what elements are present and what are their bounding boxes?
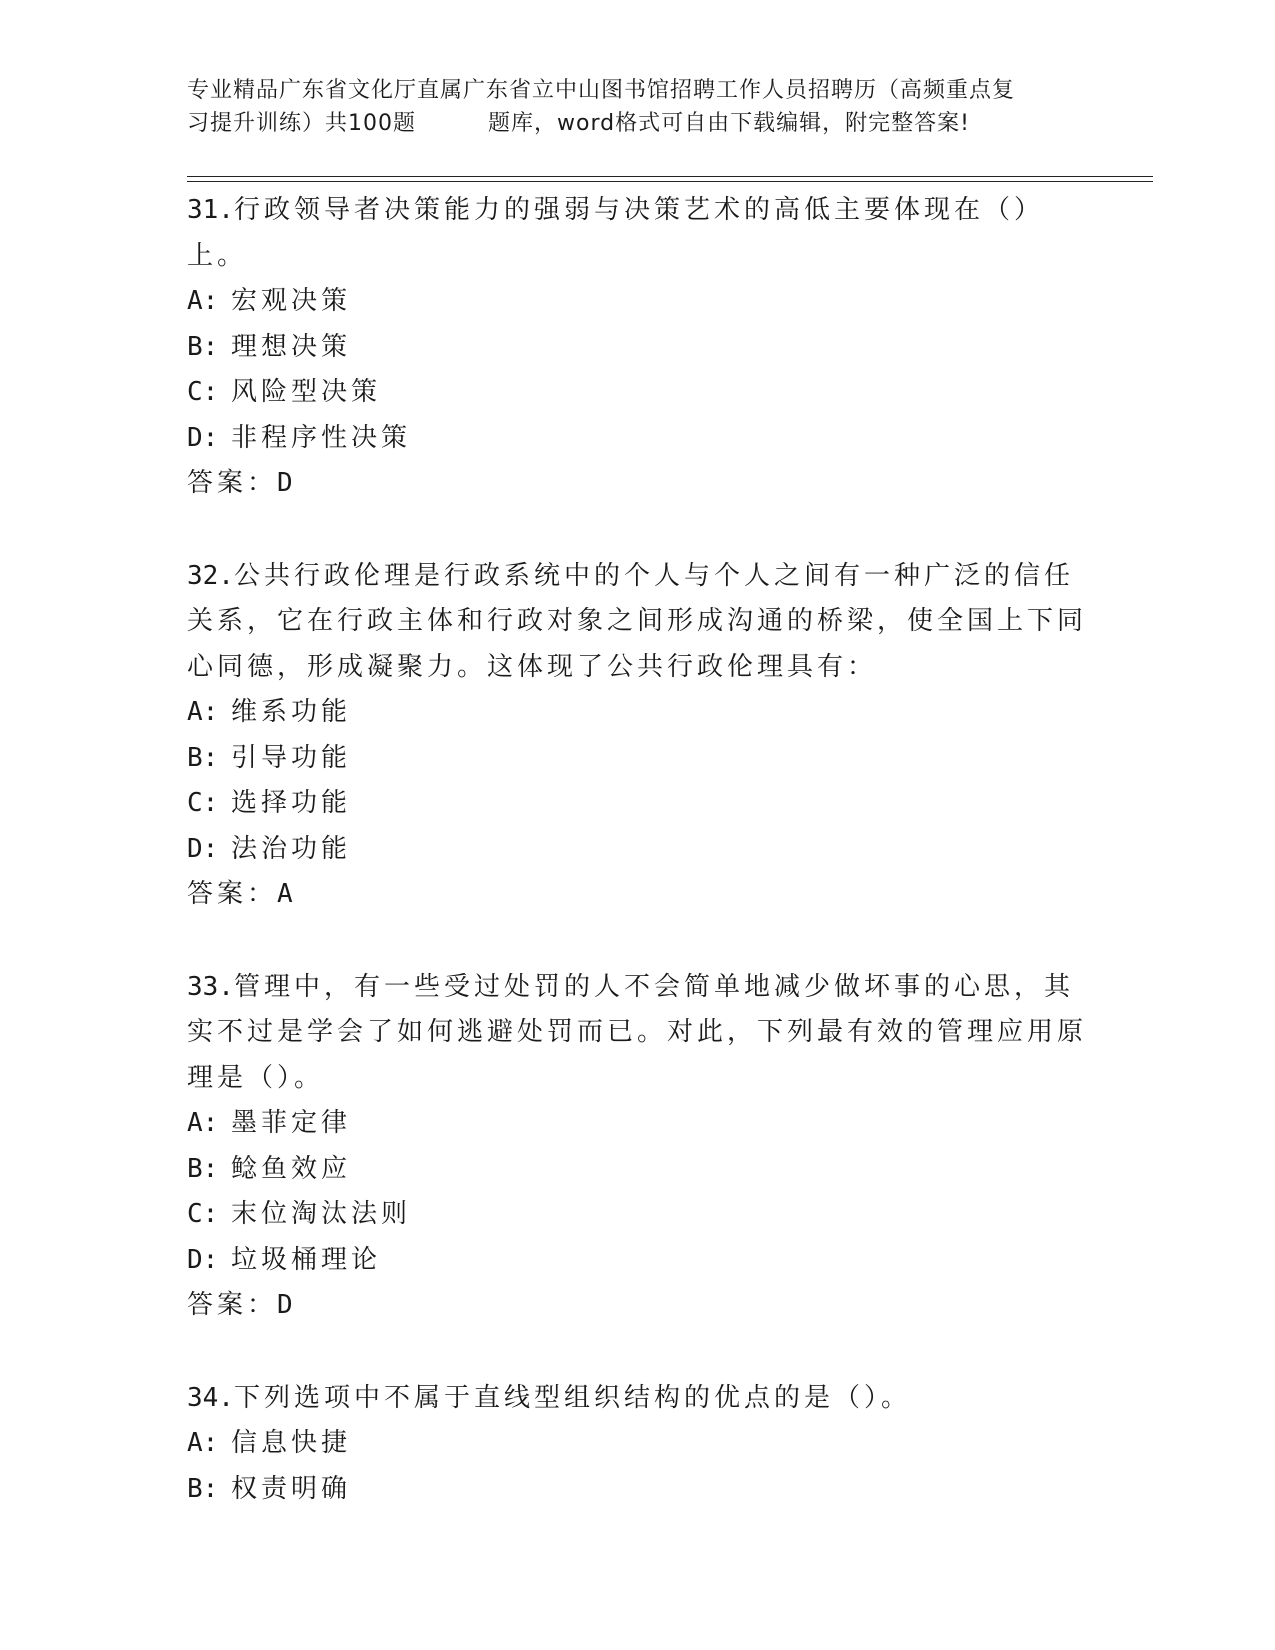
answer-label: 答案：: [187, 879, 278, 909]
option-letter: B:: [187, 1153, 219, 1184]
question-number: 32.: [187, 560, 234, 591]
option-text: 信息快捷: [231, 1428, 352, 1458]
option-text: 风险型决策: [231, 377, 382, 407]
answer-value: D: [277, 468, 293, 498]
header-divider-bottom: [187, 181, 1153, 182]
option-text: 引导功能: [231, 742, 352, 773]
question-list: [187, 188, 1127, 1559]
question-body: 下列选项中不属于直线型组织结构的优点的是（）。: [233, 1382, 911, 1413]
option-letter: C:: [187, 1199, 219, 1229]
answer-line: [187, 461, 1127, 507]
option-b: [187, 1147, 1127, 1193]
question-text: [187, 554, 1087, 691]
question-text: [187, 1376, 1087, 1422]
option-letter: A:: [187, 1108, 219, 1138]
answer-label: 答案：: [187, 468, 278, 498]
option-text: 末位淘汰法则: [231, 1199, 412, 1229]
question-text: [187, 965, 1087, 1102]
question-31: [187, 188, 1127, 507]
question-text: [187, 188, 1087, 279]
answer-value: D: [277, 1290, 293, 1320]
option-d: [187, 1238, 1127, 1284]
question-number: 33.: [187, 971, 234, 1002]
question-number: 31.: [187, 195, 234, 225]
option-a: [187, 1101, 1127, 1147]
option-letter: A:: [187, 697, 219, 727]
option-letter: D:: [187, 422, 219, 453]
option-b: [187, 1467, 1127, 1513]
question-32: [187, 554, 1127, 918]
answer-line: [187, 872, 1127, 918]
option-letter: B:: [187, 1473, 219, 1504]
option-a: [187, 279, 1127, 325]
page-header: [187, 74, 1087, 140]
option-text: 法治功能: [231, 833, 352, 864]
header-line-2-right: 题库，word格式可自由下载编辑，附完整答案!: [488, 111, 970, 136]
question-body: 行政领导者决策能力的强弱与决策艺术的高低主要体现在（）上。: [187, 195, 1044, 271]
question-body: 管理中，有一些受过处罚的人不会简单地减少做坏事的心思，其实不过是学会了如何逃避处罚而已。对此，下列最有效的管理应用原理是（）。: [187, 971, 1088, 1093]
option-letter: A:: [187, 286, 219, 316]
option-text: 非程序性决策: [231, 422, 412, 453]
option-d: [187, 827, 1127, 873]
option-letter: A:: [187, 1428, 219, 1458]
option-text: 墨菲定律: [231, 1108, 352, 1138]
answer-label: 答案：: [187, 1290, 278, 1320]
question-34: [187, 1376, 1127, 1513]
option-text: 垃圾桶理论: [231, 1244, 382, 1275]
option-letter: B:: [187, 742, 219, 773]
question-33: [187, 965, 1127, 1329]
header-line-2: [187, 107, 1087, 140]
option-letter: B:: [187, 331, 219, 362]
option-letter: C:: [187, 788, 219, 818]
option-text: 鲶鱼效应: [231, 1153, 352, 1184]
option-a: [187, 1421, 1127, 1467]
header-divider-top: [187, 176, 1153, 177]
question-number: 34.: [187, 1382, 234, 1413]
option-letter: D:: [187, 833, 219, 864]
option-b: [187, 736, 1127, 782]
option-text: 选择功能: [231, 788, 352, 818]
option-text: 权责明确: [231, 1473, 352, 1504]
option-text: 宏观决策: [231, 286, 352, 316]
option-text: 理想决策: [231, 331, 352, 362]
option-c: [187, 1192, 1127, 1238]
option-b: [187, 325, 1127, 371]
question-body: 公共行政伦理是行政系统中的个人与个人之间有一种广泛的信任关系，它在行政主体和行政对象之间形成沟通的桥梁，使全国上下同心同德，形成凝聚力。这体现了公共行政伦理具有：: [187, 560, 1088, 682]
option-text: 维系功能: [231, 697, 352, 727]
option-a: [187, 690, 1127, 736]
option-c: [187, 781, 1127, 827]
option-letter: D:: [187, 1244, 219, 1275]
header-line-1: 专业精品广东省文化厅直属广东省立中山图书馆招聘工作人员招聘历（高频重点复: [187, 78, 1016, 103]
header-line-2-left: 习提升训练）共100题: [187, 111, 416, 136]
answer-line: [187, 1283, 1127, 1329]
option-d: [187, 416, 1127, 462]
answer-value: A: [277, 879, 293, 909]
option-c: [187, 370, 1127, 416]
option-letter: C:: [187, 377, 219, 407]
